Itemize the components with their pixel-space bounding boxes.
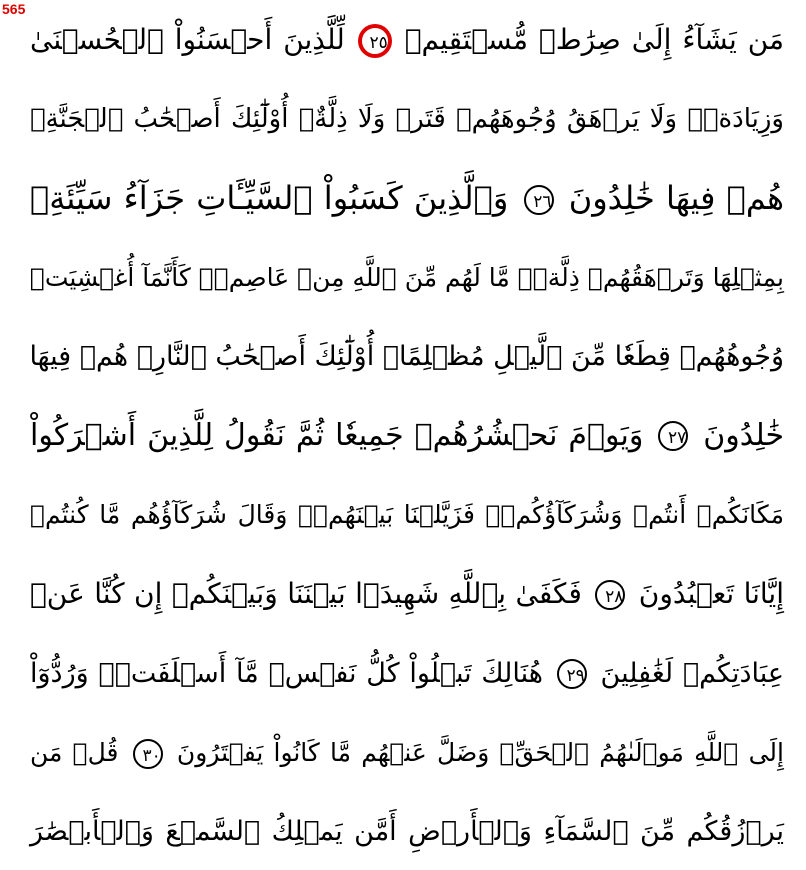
verse-text: لِّلَّذِينَ أَحۡسَنُواْ ٱلۡحُسۡنَىٰ [30,23,345,56]
verse-text: إِلَى ٱللَّهِ مَوۡلَىٰهُمُ ٱلۡحَقِّۖ وَضَلَّ عَنۡهُم مَّا كَانُواْ يَفۡتَرُونَ [176,737,784,767]
text-line [30,166,784,230]
text-line [30,8,784,72]
verse-text: وَيَوۡمَ نَحۡشُرُهُمۡ جَمِيعٗا ثُمَّ نَقُولُ لِلَّذِينَ أَشۡرَكُواْ [30,417,644,453]
verse-text: مَن يَشَآءُ إِلَىٰ صِرَٰطٖ مُّسۡتَقِيمٖ [404,23,785,56]
verse-text: إِيَّانَا تَعۡبُدُونَ [638,577,784,611]
verse-text: وَزِيَادَةٞۖ وَلَا يَرۡهَقُ وُجُوهَهُمۡ قَتَرٞ وَلَا ذِلَّةٌۚ أُوْلَٰٓئِكَ أَصۡحَٰبُ ٱلۡجَنَّةِۖ [30,104,784,135]
text-line [30,87,784,151]
verse-text: بِمِثۡلِهَا وَتَرۡهَقُهُمۡ ذِلَّةٞۖ مَّا لَهُم مِّنَ ٱللَّهِ مِنۡ عَاصِمٖۖ كَأَنَّمَآ أُغۡشِيَتۡ [29,262,784,292]
ayah-number-marker: ٢٨ [595,580,625,610]
text-line [30,404,784,468]
verse-text: مَكَانَكُمۡ أَنتُمۡ وَشُرَكَآؤُكُمۡۚ فَزَيَّلۡنَا بَيۡنَهُمۡۖ وَقَالَ شُرَكَآؤُهُم مَّا كُنتُمۡ [30,500,784,530]
ayah-number-marker: ٢٧ [658,421,688,451]
verse-text: قُلۡ مَن [30,737,119,767]
text-line [30,246,784,310]
text-line [30,483,784,547]
verse-text: هُنَالِكَ تَبۡلُواْ كُلُّ نَفۡسٖ مَّآ أَسۡلَفَتۡۚ وَرُدُّوٓاْ [30,657,543,689]
ayah-number-marker: ٣٠ [133,739,163,769]
quran-text-block [30,8,784,864]
verse-text: وَٱلَّذِينَ كَسَبُواْ ٱلسَّيِّـَٔاتِ جَزَآءُ سَيِّئَةِۭ [30,179,509,218]
verse-text: فَكَفَىٰ بِٱللَّهِ شَهِيدَۢا بَيۡنَنَا وَبَيۡنَكُمۡ إِن كُنَّا عَنۡ [30,577,582,611]
page-number: 565 [2,1,26,17]
ayah-number-marker: ٢٩ [557,659,587,689]
verse-text: يَرۡزُقُكُم مِّنَ ٱلسَّمَآءِ وَٱلۡأَرۡضِ أَمَّن يَمۡلِكُ ٱلسَّمۡعَ وَٱلۡأَبۡصَٰرَ [30,815,784,847]
verse-text: هُمۡ فِيهَا خَٰلِدُونَ [568,179,785,218]
text-line [30,800,784,864]
text-line [30,562,784,626]
text-line [30,642,784,706]
verse-text: خَٰلِدُونَ [703,417,784,453]
ayah-number-marker: ٢٥ [360,26,390,56]
text-line [30,721,784,785]
verse-text: وُجُوهُهُمۡ قِطَعٗا مِّنَ ٱلَّيۡلِ مُظۡلِمًاۚ أُوْلَٰٓئِكَ أَصۡحَٰبُ ٱلنَّارِۖ هُمۡ فِيهَا [29,340,784,372]
ayah-number-marker: ٢٦ [524,185,554,215]
text-line [30,325,784,389]
verse-text: عِبَادَتِكُمۡ لَغَٰفِلِينَ [600,657,784,689]
